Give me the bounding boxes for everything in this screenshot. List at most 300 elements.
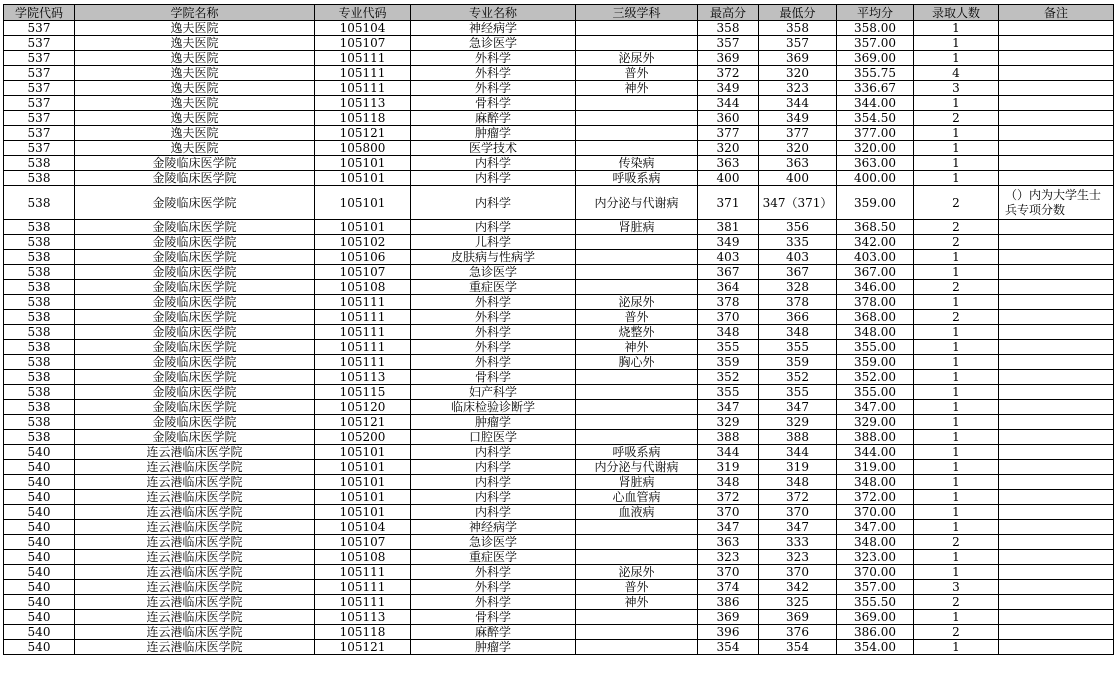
- cell-remarks: [999, 81, 1114, 96]
- cell-remarks: [999, 340, 1114, 355]
- cell-major-name: 皮肤病与性病学: [411, 250, 576, 265]
- cell-major-code: 105101: [315, 475, 411, 490]
- table-row: [4, 250, 1114, 265]
- cell-college-name: 金陵临床医学院: [75, 156, 315, 171]
- header-major-code: 专业代码: [315, 5, 411, 21]
- cell-subdiscipline: [576, 370, 698, 385]
- cell-min-score: 323: [759, 81, 837, 96]
- cell-college-code: 538: [4, 171, 75, 186]
- cell-max-score: 319: [698, 460, 759, 475]
- cell-college-code: 540: [4, 565, 75, 580]
- cell-college-code: 540: [4, 640, 75, 655]
- cell-major-code: 105115: [315, 385, 411, 400]
- table-row: [4, 156, 1114, 171]
- cell-max-score: 388: [698, 430, 759, 445]
- cell-remarks: [999, 171, 1114, 186]
- cell-avg-score: 323.00: [837, 550, 914, 565]
- cell-min-score: 320: [759, 66, 837, 81]
- cell-major-code: 105200: [315, 430, 411, 445]
- table-row: [4, 81, 1114, 96]
- cell-major-code: 105121: [315, 126, 411, 141]
- cell-college-name: 逸夫医院: [75, 21, 315, 36]
- table-row: [4, 580, 1114, 595]
- cell-major-name: 神经病学: [411, 21, 576, 36]
- cell-admitted-count: 1: [914, 126, 999, 141]
- cell-college-name: 逸夫医院: [75, 126, 315, 141]
- cell-subdiscipline: [576, 36, 698, 51]
- cell-major-code: 105111: [315, 595, 411, 610]
- cell-college-name: 金陵临床医学院: [75, 280, 315, 295]
- cell-major-code: 105111: [315, 580, 411, 595]
- cell-college-name: 逸夫医院: [75, 96, 315, 111]
- cell-major-name: 急诊医学: [411, 36, 576, 51]
- cell-admitted-count: 1: [914, 96, 999, 111]
- cell-avg-score: 363.00: [837, 156, 914, 171]
- cell-admitted-count: 1: [914, 640, 999, 655]
- cell-major-code: 105101: [315, 171, 411, 186]
- cell-min-score: 363: [759, 156, 837, 171]
- cell-admitted-count: 1: [914, 265, 999, 280]
- cell-college-name: 金陵临床医学院: [75, 310, 315, 325]
- cell-major-name: 外科学: [411, 310, 576, 325]
- cell-subdiscipline: 泌尿外: [576, 295, 698, 310]
- cell-max-score: 403: [698, 250, 759, 265]
- cell-major-name: 急诊医学: [411, 535, 576, 550]
- cell-admitted-count: 1: [914, 156, 999, 171]
- cell-college-name: 金陵临床医学院: [75, 340, 315, 355]
- cell-admitted-count: 1: [914, 400, 999, 415]
- cell-admitted-count: 1: [914, 250, 999, 265]
- cell-major-code: 105111: [315, 66, 411, 81]
- cell-college-name: 金陵临床医学院: [75, 250, 315, 265]
- cell-subdiscipline: 神外: [576, 595, 698, 610]
- cell-max-score: 367: [698, 265, 759, 280]
- cell-college-code: 537: [4, 111, 75, 126]
- table-row: [4, 280, 1114, 295]
- cell-admitted-count: 2: [914, 220, 999, 235]
- cell-major-code: 105111: [315, 565, 411, 580]
- table-row: [4, 295, 1114, 310]
- cell-max-score: 370: [698, 310, 759, 325]
- cell-avg-score: 348.00: [837, 325, 914, 340]
- cell-remarks: [999, 51, 1114, 66]
- cell-college-code: 538: [4, 415, 75, 430]
- cell-major-name: 内科学: [411, 490, 576, 505]
- cell-major-code: 105108: [315, 280, 411, 295]
- cell-college-name: 逸夫医院: [75, 111, 315, 126]
- cell-college-name: 连云港临床医学院: [75, 610, 315, 625]
- cell-admitted-count: 2: [914, 186, 999, 220]
- table-row: [4, 535, 1114, 550]
- cell-subdiscipline: 血液病: [576, 505, 698, 520]
- cell-admitted-count: 1: [914, 475, 999, 490]
- cell-max-score: 372: [698, 66, 759, 81]
- cell-major-code: 105111: [315, 340, 411, 355]
- cell-college-name: 金陵临床医学院: [75, 400, 315, 415]
- cell-max-score: 352: [698, 370, 759, 385]
- cell-subdiscipline: [576, 21, 698, 36]
- cell-college-code: 538: [4, 355, 75, 370]
- cell-college-name: 金陵临床医学院: [75, 355, 315, 370]
- cell-major-code: 105107: [315, 535, 411, 550]
- cell-college-code: 537: [4, 141, 75, 156]
- cell-subdiscipline: 神外: [576, 340, 698, 355]
- table-row: [4, 625, 1114, 640]
- cell-major-code: 105118: [315, 111, 411, 126]
- cell-college-code: 540: [4, 505, 75, 520]
- header-max-score: 最高分: [698, 5, 759, 21]
- cell-min-score: 359: [759, 355, 837, 370]
- cell-college-code: 537: [4, 81, 75, 96]
- table-row: [4, 550, 1114, 565]
- cell-max-score: 372: [698, 490, 759, 505]
- cell-remarks: [999, 310, 1114, 325]
- table-row: [4, 325, 1114, 340]
- cell-college-code: 538: [4, 310, 75, 325]
- cell-avg-score: 368.00: [837, 310, 914, 325]
- cell-college-name: 金陵临床医学院: [75, 430, 315, 445]
- cell-major-code: 105111: [315, 51, 411, 66]
- cell-college-code: 537: [4, 51, 75, 66]
- cell-college-code: 540: [4, 580, 75, 595]
- cell-subdiscipline: 呼吸系病: [576, 171, 698, 186]
- table-row: [4, 400, 1114, 415]
- cell-major-name: 麻醉学: [411, 625, 576, 640]
- cell-college-name: 逸夫医院: [75, 81, 315, 96]
- cell-major-code: 105101: [315, 505, 411, 520]
- cell-avg-score: 342.00: [837, 235, 914, 250]
- cell-min-score: 347（371）: [759, 186, 837, 220]
- cell-avg-score: 354.00: [837, 640, 914, 655]
- cell-min-score: 349: [759, 111, 837, 126]
- cell-avg-score: 347.00: [837, 520, 914, 535]
- cell-admitted-count: 1: [914, 171, 999, 186]
- cell-major-code: 105111: [315, 81, 411, 96]
- cell-avg-score: 344.00: [837, 96, 914, 111]
- cell-avg-score: 346.00: [837, 280, 914, 295]
- cell-min-score: 372: [759, 490, 837, 505]
- cell-college-name: 金陵临床医学院: [75, 415, 315, 430]
- cell-remarks: [999, 430, 1114, 445]
- cell-avg-score: 388.00: [837, 430, 914, 445]
- cell-min-score: 347: [759, 400, 837, 415]
- cell-avg-score: 369.00: [837, 610, 914, 625]
- cell-major-code: 105106: [315, 250, 411, 265]
- cell-avg-score: 367.00: [837, 265, 914, 280]
- cell-college-code: 538: [4, 265, 75, 280]
- header-major-name: 专业名称: [411, 5, 576, 21]
- cell-college-name: 连云港临床医学院: [75, 520, 315, 535]
- cell-avg-score: 355.50: [837, 595, 914, 610]
- cell-min-score: 323: [759, 550, 837, 565]
- cell-major-name: 口腔医学: [411, 430, 576, 445]
- cell-avg-score: 370.00: [837, 505, 914, 520]
- cell-admitted-count: 1: [914, 370, 999, 385]
- cell-admitted-count: 1: [914, 51, 999, 66]
- cell-min-score: 333: [759, 535, 837, 550]
- cell-max-score: 344: [698, 96, 759, 111]
- cell-remarks: [999, 21, 1114, 36]
- cell-major-code: 105108: [315, 550, 411, 565]
- cell-subdiscipline: 呼吸系病: [576, 445, 698, 460]
- cell-subdiscipline: [576, 535, 698, 550]
- cell-college-name: 连云港临床医学院: [75, 535, 315, 550]
- cell-college-code: 538: [4, 325, 75, 340]
- cell-college-name: 连云港临床医学院: [75, 565, 315, 580]
- cell-subdiscipline: 普外: [576, 66, 698, 81]
- cell-college-code: 540: [4, 610, 75, 625]
- cell-max-score: 400: [698, 171, 759, 186]
- cell-college-code: 540: [4, 625, 75, 640]
- cell-remarks: [999, 415, 1114, 430]
- table-row: [4, 186, 1114, 220]
- cell-subdiscipline: 心血管病: [576, 490, 698, 505]
- cell-major-name: 外科学: [411, 51, 576, 66]
- cell-admitted-count: 1: [914, 460, 999, 475]
- cell-college-name: 金陵临床医学院: [75, 186, 315, 220]
- cell-major-name: 内科学: [411, 171, 576, 186]
- cell-subdiscipline: [576, 235, 698, 250]
- cell-major-name: 重症医学: [411, 550, 576, 565]
- cell-remarks: [999, 580, 1114, 595]
- cell-college-name: 金陵临床医学院: [75, 265, 315, 280]
- cell-major-code: 105104: [315, 21, 411, 36]
- cell-subdiscipline: 胸心外: [576, 355, 698, 370]
- cell-admitted-count: 1: [914, 430, 999, 445]
- cell-avg-score: 378.00: [837, 295, 914, 310]
- table-row: [4, 36, 1114, 51]
- cell-min-score: 376: [759, 625, 837, 640]
- cell-max-score: 323: [698, 550, 759, 565]
- cell-major-code: 105113: [315, 96, 411, 111]
- cell-min-score: 348: [759, 325, 837, 340]
- cell-remarks: [999, 610, 1114, 625]
- cell-major-code: 105111: [315, 355, 411, 370]
- cell-max-score: 364: [698, 280, 759, 295]
- cell-subdiscipline: 肾脏病: [576, 220, 698, 235]
- cell-college-code: 537: [4, 36, 75, 51]
- cell-min-score: 355: [759, 340, 837, 355]
- cell-major-code: 105102: [315, 235, 411, 250]
- cell-college-code: 538: [4, 385, 75, 400]
- cell-max-score: 359: [698, 355, 759, 370]
- cell-admitted-count: 1: [914, 550, 999, 565]
- cell-major-name: 临床检验诊断学: [411, 400, 576, 415]
- cell-admitted-count: 1: [914, 565, 999, 580]
- cell-max-score: 363: [698, 156, 759, 171]
- cell-subdiscipline: [576, 111, 698, 126]
- cell-admitted-count: 1: [914, 610, 999, 625]
- cell-college-name: 连云港临床医学院: [75, 475, 315, 490]
- table-row: [4, 475, 1114, 490]
- cell-subdiscipline: [576, 520, 698, 535]
- table-row: [4, 385, 1114, 400]
- table-row: [4, 565, 1114, 580]
- cell-subdiscipline: [576, 265, 698, 280]
- cell-max-score: 374: [698, 580, 759, 595]
- cell-major-name: 外科学: [411, 595, 576, 610]
- cell-remarks: [999, 490, 1114, 505]
- header-subdiscipline: 三级学科: [576, 5, 698, 21]
- cell-subdiscipline: [576, 610, 698, 625]
- cell-remarks: [999, 565, 1114, 580]
- cell-major-name: 医学技术: [411, 141, 576, 156]
- cell-college-name: 连云港临床医学院: [75, 640, 315, 655]
- cell-remarks: [999, 520, 1114, 535]
- cell-min-score: 352: [759, 370, 837, 385]
- cell-major-name: 内科学: [411, 220, 576, 235]
- cell-major-name: 外科学: [411, 355, 576, 370]
- cell-admitted-count: 3: [914, 580, 999, 595]
- cell-avg-score: 357.00: [837, 36, 914, 51]
- cell-major-name: 急诊医学: [411, 265, 576, 280]
- cell-min-score: 356: [759, 220, 837, 235]
- cell-min-score: 357: [759, 36, 837, 51]
- cell-admitted-count: 1: [914, 36, 999, 51]
- cell-max-score: 347: [698, 400, 759, 415]
- cell-min-score: 329: [759, 415, 837, 430]
- cell-max-score: 369: [698, 51, 759, 66]
- cell-max-score: 348: [698, 475, 759, 490]
- cell-min-score: 344: [759, 445, 837, 460]
- cell-subdiscipline: [576, 280, 698, 295]
- cell-major-code: 105111: [315, 295, 411, 310]
- cell-admitted-count: 2: [914, 595, 999, 610]
- header-admitted-count: 录取人数: [914, 5, 999, 21]
- cell-max-score: 371: [698, 186, 759, 220]
- cell-college-name: 金陵临床医学院: [75, 295, 315, 310]
- cell-min-score: 388: [759, 430, 837, 445]
- cell-subdiscipline: [576, 141, 698, 156]
- cell-college-code: 537: [4, 96, 75, 111]
- cell-max-score: 344: [698, 445, 759, 460]
- cell-college-code: 538: [4, 295, 75, 310]
- cell-major-name: 外科学: [411, 295, 576, 310]
- cell-admitted-count: 1: [914, 505, 999, 520]
- table-row: [4, 51, 1114, 66]
- cell-college-name: 连云港临床医学院: [75, 625, 315, 640]
- cell-min-score: 335: [759, 235, 837, 250]
- cell-admitted-count: 1: [914, 355, 999, 370]
- cell-college-code: 538: [4, 250, 75, 265]
- cell-college-code: 540: [4, 550, 75, 565]
- cell-max-score: 347: [698, 520, 759, 535]
- cell-college-code: 540: [4, 535, 75, 550]
- table-row: [4, 171, 1114, 186]
- cell-subdiscipline: [576, 430, 698, 445]
- cell-avg-score: 320.00: [837, 141, 914, 156]
- cell-college-name: 逸夫医院: [75, 141, 315, 156]
- cell-college-name: 金陵临床医学院: [75, 171, 315, 186]
- cell-admitted-count: 1: [914, 340, 999, 355]
- cell-avg-score: 357.00: [837, 580, 914, 595]
- cell-min-score: 370: [759, 505, 837, 520]
- cell-max-score: 381: [698, 220, 759, 235]
- cell-subdiscipline: [576, 250, 698, 265]
- cell-min-score: 319: [759, 460, 837, 475]
- cell-college-code: 538: [4, 400, 75, 415]
- cell-remarks: [999, 126, 1114, 141]
- cell-subdiscipline: [576, 126, 698, 141]
- cell-max-score: 320: [698, 141, 759, 156]
- cell-college-code: 540: [4, 520, 75, 535]
- cell-college-name: 逸夫医院: [75, 36, 315, 51]
- table-row: [4, 220, 1114, 235]
- cell-college-code: 538: [4, 340, 75, 355]
- cell-admitted-count: 1: [914, 141, 999, 156]
- table-body: [4, 21, 1114, 655]
- cell-subdiscipline: 泌尿外: [576, 565, 698, 580]
- cell-major-name: 骨科学: [411, 610, 576, 625]
- cell-major-code: 105101: [315, 156, 411, 171]
- cell-remarks: [999, 400, 1114, 415]
- cell-college-name: 金陵临床医学院: [75, 235, 315, 250]
- cell-college-code: 540: [4, 445, 75, 460]
- cell-remarks: [999, 325, 1114, 340]
- cell-max-score: 355: [698, 340, 759, 355]
- cell-avg-score: 348.00: [837, 535, 914, 550]
- cell-max-score: 355: [698, 385, 759, 400]
- cell-major-name: 外科学: [411, 66, 576, 81]
- cell-avg-score: 377.00: [837, 126, 914, 141]
- cell-major-name: 骨科学: [411, 370, 576, 385]
- cell-min-score: 355: [759, 385, 837, 400]
- cell-major-name: 儿科学: [411, 235, 576, 250]
- cell-max-score: 358: [698, 21, 759, 36]
- cell-college-code: 538: [4, 186, 75, 220]
- cell-major-name: 重症医学: [411, 280, 576, 295]
- cell-college-name: 连云港临床医学院: [75, 445, 315, 460]
- table-row: [4, 610, 1114, 625]
- cell-remarks: [999, 220, 1114, 235]
- cell-max-score: 363: [698, 535, 759, 550]
- cell-college-code: 540: [4, 490, 75, 505]
- cell-min-score: 347: [759, 520, 837, 535]
- cell-major-code: 105111: [315, 325, 411, 340]
- cell-max-score: 369: [698, 610, 759, 625]
- table-row: [4, 66, 1114, 81]
- cell-college-name: 金陵临床医学院: [75, 325, 315, 340]
- cell-admitted-count: 4: [914, 66, 999, 81]
- cell-college-name: 金陵临床医学院: [75, 385, 315, 400]
- cell-admitted-count: 1: [914, 520, 999, 535]
- cell-subdiscipline: [576, 625, 698, 640]
- cell-admitted-count: 2: [914, 310, 999, 325]
- table-row: [4, 445, 1114, 460]
- cell-major-name: 神经病学: [411, 520, 576, 535]
- header-row: [4, 5, 1114, 21]
- cell-major-code: 105101: [315, 186, 411, 220]
- cell-remarks: [999, 141, 1114, 156]
- cell-remarks: [999, 355, 1114, 370]
- header-min-score: 最低分: [759, 5, 837, 21]
- cell-major-code: 105107: [315, 36, 411, 51]
- cell-subdiscipline: 普外: [576, 580, 698, 595]
- cell-college-name: 逸夫医院: [75, 66, 315, 81]
- table-row: [4, 520, 1114, 535]
- cell-major-code: 105113: [315, 370, 411, 385]
- cell-remarks: [999, 36, 1114, 51]
- table-row: [4, 505, 1114, 520]
- cell-major-code: 105101: [315, 460, 411, 475]
- table-header: [4, 5, 1114, 21]
- cell-admitted-count: 1: [914, 295, 999, 310]
- cell-remarks: [999, 295, 1114, 310]
- cell-major-code: 105800: [315, 141, 411, 156]
- header-avg-score: 平均分: [837, 5, 914, 21]
- cell-admitted-count: 2: [914, 625, 999, 640]
- cell-min-score: 320: [759, 141, 837, 156]
